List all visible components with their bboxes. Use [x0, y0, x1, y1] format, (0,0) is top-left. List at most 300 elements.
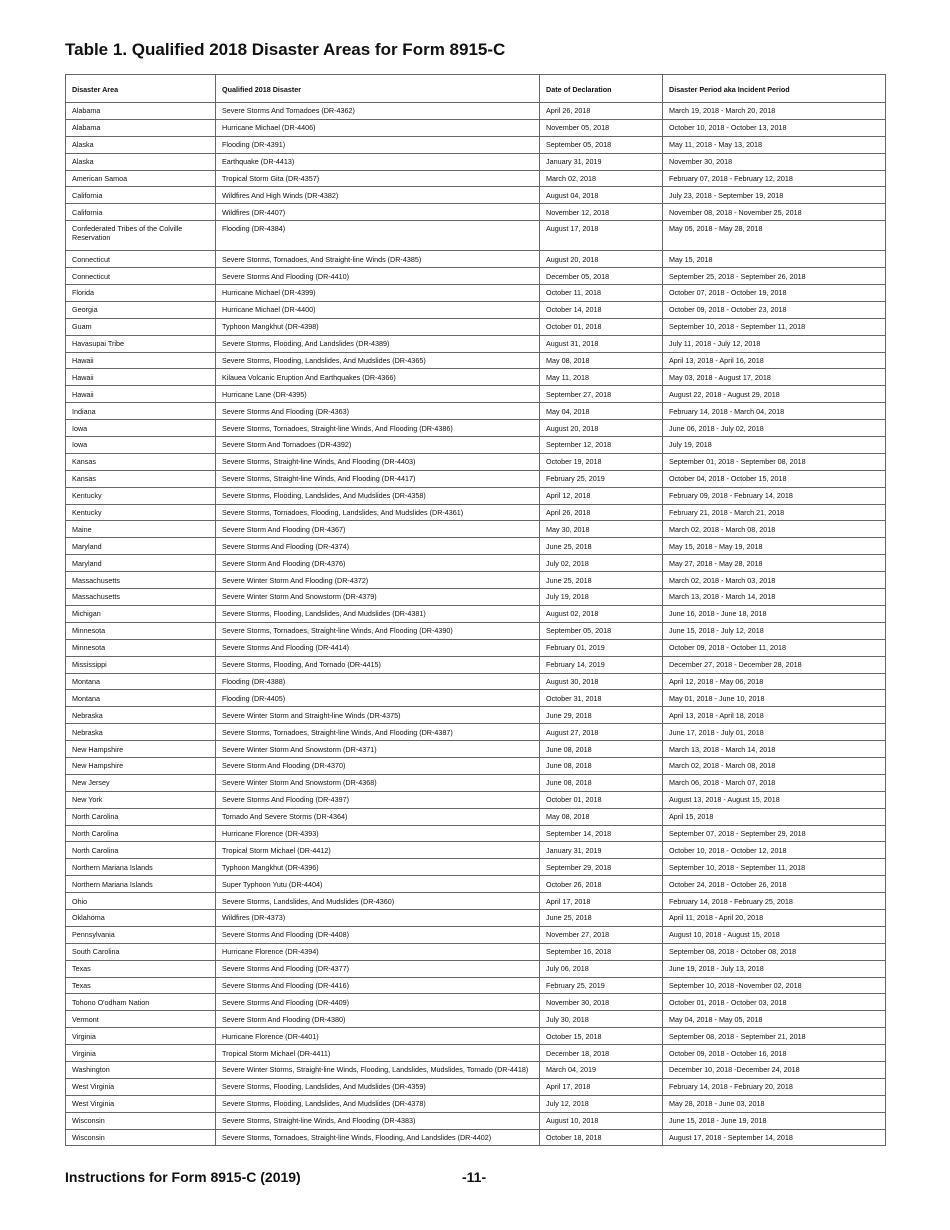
cell-disaster-period: May 05, 2018 - May 28, 2018: [663, 221, 886, 251]
footer-form-title: Instructions for Form 8915-C (2019): [65, 1169, 301, 1185]
cell-qualified-disaster: Flooding (DR-4391): [216, 136, 540, 153]
cell-disaster-area: Confederated Tribes of the Colville Reservation: [66, 221, 216, 251]
table-row: [66, 521, 886, 538]
cell-disaster-period: October 07, 2018 - October 19, 2018: [663, 285, 886, 302]
cell-disaster-area: Havasupai Tribe: [66, 335, 216, 352]
table-row: [66, 893, 886, 910]
cell-qualified-disaster: Severe Storms, Tornadoes, Straight-line Winds, And Flooding (DR-4387): [216, 724, 540, 741]
cell-qualified-disaster: Earthquake (DR-4413): [216, 153, 540, 170]
cell-disaster-area: Alaska: [66, 153, 216, 170]
cell-date-of-declaration: July 06, 2018: [540, 960, 663, 977]
cell-date-of-declaration: September 14, 2018: [540, 825, 663, 842]
cell-disaster-area: Nebraska: [66, 707, 216, 724]
cell-disaster-period: June 19, 2018 - July 13, 2018: [663, 960, 886, 977]
cell-disaster-area: Minnesota: [66, 639, 216, 656]
cell-qualified-disaster: Severe Storms, Flooding, Landslides, And Mudslides (DR-4381): [216, 605, 540, 622]
cell-qualified-disaster: Kilauea Volcanic Eruption And Earthquakes (DR-4366): [216, 369, 540, 386]
cell-qualified-disaster: Hurricane Florence (DR-4401): [216, 1028, 540, 1045]
cell-qualified-disaster: Severe Storms, Flooding, Landslides, And Mudslides (DR-4378): [216, 1095, 540, 1112]
cell-date-of-declaration: July 02, 2018: [540, 555, 663, 572]
table-row: [66, 1112, 886, 1129]
cell-disaster-area: Texas: [66, 960, 216, 977]
table-row: [66, 538, 886, 555]
cell-date-of-declaration: December 05, 2018: [540, 268, 663, 285]
cell-disaster-area: West Virginia: [66, 1095, 216, 1112]
cell-date-of-declaration: November 27, 2018: [540, 926, 663, 943]
cell-disaster-area: North Carolina: [66, 825, 216, 842]
cell-qualified-disaster: Hurricane Florence (DR-4393): [216, 825, 540, 842]
cell-disaster-area: West Virginia: [66, 1078, 216, 1095]
cell-disaster-area: Alaska: [66, 136, 216, 153]
cell-date-of-declaration: October 11, 2018: [540, 285, 663, 302]
cell-date-of-declaration: February 01, 2019: [540, 639, 663, 656]
cell-disaster-area: North Carolina: [66, 808, 216, 825]
cell-disaster-area: Kansas: [66, 470, 216, 487]
cell-disaster-area: Virginia: [66, 1028, 216, 1045]
cell-date-of-declaration: October 01, 2018: [540, 791, 663, 808]
cell-qualified-disaster: Severe Storms, Tornadoes, Straight-line Winds, And Flooding (DR-4390): [216, 622, 540, 639]
table-row: [66, 926, 886, 943]
cell-disaster-area: South Carolina: [66, 943, 216, 960]
cell-date-of-declaration: April 12, 2018: [540, 487, 663, 504]
table-row: [66, 187, 886, 204]
table-header: [66, 75, 886, 103]
cell-disaster-area: Texas: [66, 977, 216, 994]
cell-disaster-area: Wisconsin: [66, 1129, 216, 1146]
cell-disaster-area: Iowa: [66, 420, 216, 437]
cell-date-of-declaration: November 12, 2018: [540, 204, 663, 221]
cell-disaster-area: Nebraska: [66, 724, 216, 741]
cell-qualified-disaster: Severe Winter Storm And Flooding (DR-4372): [216, 572, 540, 589]
cell-qualified-disaster: Severe Winter Storms, Straight-line Winds, Flooding, Landslides, Mudslides, Tornado (DR-4418): [216, 1061, 540, 1078]
cell-qualified-disaster: Severe Storm And Flooding (DR-4376): [216, 555, 540, 572]
table-row: [66, 470, 886, 487]
table-row: [66, 774, 886, 791]
cell-disaster-period: June 06, 2018 - July 02, 2018: [663, 420, 886, 437]
cell-disaster-area: Connecticut: [66, 251, 216, 268]
cell-disaster-area: Georgia: [66, 301, 216, 318]
header-disaster-period: Disaster Period aka Incident Period: [663, 75, 886, 103]
header-disaster-area: Disaster Area: [66, 75, 216, 103]
cell-disaster-area: Vermont: [66, 1011, 216, 1028]
cell-qualified-disaster: Severe Storms And Flooding (DR-4363): [216, 403, 540, 420]
disaster-areas-table: [65, 74, 886, 1146]
cell-disaster-period: October 09, 2018 - October 23, 2018: [663, 301, 886, 318]
table-row: [66, 453, 886, 470]
cell-disaster-period: May 04, 2018 - May 05, 2018: [663, 1011, 886, 1028]
cell-date-of-declaration: August 20, 2018: [540, 251, 663, 268]
cell-disaster-period: October 01, 2018 - October 03, 2018: [663, 994, 886, 1011]
table-row: [66, 707, 886, 724]
cell-date-of-declaration: August 31, 2018: [540, 335, 663, 352]
cell-date-of-declaration: May 11, 2018: [540, 369, 663, 386]
cell-date-of-declaration: August 02, 2018: [540, 605, 663, 622]
cell-qualified-disaster: Wildfires (DR-4373): [216, 909, 540, 926]
cell-date-of-declaration: March 04, 2019: [540, 1061, 663, 1078]
cell-qualified-disaster: Typhoon Mangkhut (DR-4396): [216, 859, 540, 876]
table-row: [66, 741, 886, 758]
cell-disaster-area: Guam: [66, 318, 216, 335]
table-row: [66, 605, 886, 622]
cell-qualified-disaster: Severe Storms And Flooding (DR-4397): [216, 791, 540, 808]
cell-disaster-period: October 10, 2018 - October 13, 2018: [663, 119, 886, 136]
cell-disaster-period: May 11, 2018 - May 13, 2018: [663, 136, 886, 153]
cell-date-of-declaration: June 08, 2018: [540, 774, 663, 791]
cell-disaster-period: September 10, 2018 - September 11, 2018: [663, 318, 886, 335]
cell-date-of-declaration: September 05, 2018: [540, 622, 663, 639]
cell-date-of-declaration: June 25, 2018: [540, 538, 663, 555]
cell-disaster-period: April 13, 2018 - April 18, 2018: [663, 707, 886, 724]
cell-date-of-declaration: October 26, 2018: [540, 876, 663, 893]
header-row: [66, 75, 886, 103]
cell-disaster-period: March 19, 2018 - March 20, 2018: [663, 103, 886, 120]
table-row: [66, 504, 886, 521]
table-row: [66, 639, 886, 656]
cell-date-of-declaration: June 29, 2018: [540, 707, 663, 724]
table-row: [66, 555, 886, 572]
table-row: [66, 268, 886, 285]
cell-disaster-area: Minnesota: [66, 622, 216, 639]
cell-disaster-period: September 25, 2018 - September 26, 2018: [663, 268, 886, 285]
cell-date-of-declaration: August 27, 2018: [540, 724, 663, 741]
cell-disaster-period: June 17, 2018 - July 01, 2018: [663, 724, 886, 741]
cell-disaster-period: May 28, 2018 - June 03, 2018: [663, 1095, 886, 1112]
cell-disaster-period: October 24, 2018 - October 26, 2018: [663, 876, 886, 893]
table-row: [66, 1028, 886, 1045]
cell-qualified-disaster: Flooding (DR-4388): [216, 673, 540, 690]
cell-date-of-declaration: October 14, 2018: [540, 301, 663, 318]
cell-date-of-declaration: May 04, 2018: [540, 403, 663, 420]
table-row: [66, 859, 886, 876]
cell-disaster-period: June 15, 2018 - June 19, 2018: [663, 1112, 886, 1129]
table-row: [66, 943, 886, 960]
cell-qualified-disaster: Tornado And Severe Storms (DR-4364): [216, 808, 540, 825]
table-row: [66, 487, 886, 504]
table-row: [66, 403, 886, 420]
cell-disaster-period: February 14, 2018 - February 25, 2018: [663, 893, 886, 910]
cell-date-of-declaration: August 30, 2018: [540, 673, 663, 690]
cell-qualified-disaster: Severe Storm And Flooding (DR-4370): [216, 757, 540, 774]
cell-date-of-declaration: February 25, 2019: [540, 977, 663, 994]
cell-disaster-area: New Jersey: [66, 774, 216, 791]
cell-disaster-area: North Carolina: [66, 842, 216, 859]
cell-date-of-declaration: October 01, 2018: [540, 318, 663, 335]
table-row: [66, 791, 886, 808]
cell-date-of-declaration: September 29, 2018: [540, 859, 663, 876]
cell-date-of-declaration: March 02, 2018: [540, 170, 663, 187]
cell-disaster-area: Kentucky: [66, 504, 216, 521]
cell-disaster-area: New Hampshire: [66, 741, 216, 758]
table-row: [66, 842, 886, 859]
cell-disaster-area: Pennsylvania: [66, 926, 216, 943]
cell-disaster-area: Indiana: [66, 403, 216, 420]
cell-disaster-period: September 01, 2018 - September 08, 2018: [663, 453, 886, 470]
cell-qualified-disaster: Severe Storms, Tornadoes, Straight-line Winds, And Flooding (DR-4386): [216, 420, 540, 437]
cell-qualified-disaster: Severe Storms And Flooding (DR-4409): [216, 994, 540, 1011]
cell-date-of-declaration: October 15, 2018: [540, 1028, 663, 1045]
table-row: [66, 103, 886, 120]
cell-qualified-disaster: Hurricane Florence (DR-4394): [216, 943, 540, 960]
cell-qualified-disaster: Tropical Storm Gita (DR-4357): [216, 170, 540, 187]
cell-date-of-declaration: June 25, 2018: [540, 909, 663, 926]
table-row: [66, 1011, 886, 1028]
cell-disaster-period: August 13, 2018 - August 15, 2018: [663, 791, 886, 808]
table-row: [66, 1095, 886, 1112]
cell-date-of-declaration: July 19, 2018: [540, 589, 663, 606]
cell-disaster-area: Maryland: [66, 555, 216, 572]
table-row: [66, 572, 886, 589]
table-row: [66, 285, 886, 302]
table-row: [66, 420, 886, 437]
table-row: [66, 724, 886, 741]
table-row: [66, 318, 886, 335]
cell-disaster-period: June 15, 2018 - July 12, 2018: [663, 622, 886, 639]
table-row: [66, 301, 886, 318]
cell-disaster-period: June 16, 2018 - June 18, 2018: [663, 605, 886, 622]
cell-disaster-period: May 15, 2018 - May 19, 2018: [663, 538, 886, 555]
table-row: [66, 251, 886, 268]
cell-disaster-period: September 10, 2018 -November 02, 2018: [663, 977, 886, 994]
cell-disaster-area: Virginia: [66, 1045, 216, 1062]
cell-disaster-area: Northern Mariana Islands: [66, 876, 216, 893]
cell-date-of-declaration: September 12, 2018: [540, 437, 663, 454]
cell-date-of-declaration: June 25, 2018: [540, 572, 663, 589]
cell-disaster-period: May 15, 2018: [663, 251, 886, 268]
cell-date-of-declaration: July 12, 2018: [540, 1095, 663, 1112]
cell-disaster-period: August 17, 2018 - September 14, 2018: [663, 1129, 886, 1146]
table-body: [66, 103, 886, 1146]
cell-disaster-period: October 10, 2018 - October 12, 2018: [663, 842, 886, 859]
cell-qualified-disaster: Severe Storms And Flooding (DR-4414): [216, 639, 540, 656]
cell-disaster-period: December 27, 2018 - December 28, 2018: [663, 656, 886, 673]
cell-qualified-disaster: Severe Winter Storm and Straight-line Winds (DR-4375): [216, 707, 540, 724]
cell-qualified-disaster: Severe Storm And Flooding (DR-4367): [216, 521, 540, 538]
header-qualified-disaster: Qualified 2018 Disaster: [216, 75, 540, 103]
cell-disaster-area: Alabama: [66, 103, 216, 120]
cell-disaster-area: California: [66, 204, 216, 221]
table-row: [66, 204, 886, 221]
cell-qualified-disaster: Severe Storms, Flooding, And Landslides (DR-4389): [216, 335, 540, 352]
cell-disaster-area: Alabama: [66, 119, 216, 136]
cell-date-of-declaration: October 19, 2018: [540, 453, 663, 470]
cell-date-of-declaration: June 08, 2018: [540, 741, 663, 758]
cell-disaster-period: March 02, 2018 - March 03, 2018: [663, 572, 886, 589]
cell-qualified-disaster: Hurricane Michael (DR-4406): [216, 119, 540, 136]
cell-qualified-disaster: Severe Storms And Flooding (DR-4374): [216, 538, 540, 555]
cell-date-of-declaration: November 05, 2018: [540, 119, 663, 136]
cell-date-of-declaration: April 26, 2018: [540, 103, 663, 120]
cell-qualified-disaster: Severe Storms, Flooding, Landslides, And Mudslides (DR-4359): [216, 1078, 540, 1095]
header-date-of-declaration: Date of Declaration: [540, 75, 663, 103]
cell-disaster-period: August 22, 2018 - August 29, 2018: [663, 386, 886, 403]
cell-disaster-area: Maryland: [66, 538, 216, 555]
cell-qualified-disaster: Severe Storms, Tornadoes, Flooding, Landslides, And Mudslides (DR-4361): [216, 504, 540, 521]
cell-disaster-area: Connecticut: [66, 268, 216, 285]
cell-qualified-disaster: Severe Storms, Landslides, And Mudslides (DR-4360): [216, 893, 540, 910]
cell-disaster-period: April 12, 2018 - May 06, 2018: [663, 673, 886, 690]
cell-disaster-area: Mississippi: [66, 656, 216, 673]
table-row: [66, 622, 886, 639]
cell-qualified-disaster: Tropical Storm Michael (DR-4412): [216, 842, 540, 859]
cell-disaster-area: Ohio: [66, 893, 216, 910]
table-row: [66, 1061, 886, 1078]
cell-disaster-area: New Hampshire: [66, 757, 216, 774]
cell-disaster-period: May 03, 2018 - August 17, 2018: [663, 369, 886, 386]
cell-disaster-period: March 06, 2018 - March 07, 2018: [663, 774, 886, 791]
table-row: [66, 136, 886, 153]
cell-disaster-area: Hawaii: [66, 369, 216, 386]
table-row: [66, 1129, 886, 1146]
cell-disaster-area: Iowa: [66, 437, 216, 454]
cell-qualified-disaster: Severe Storms And Tornadoes (DR-4362): [216, 103, 540, 120]
cell-date-of-declaration: May 08, 2018: [540, 808, 663, 825]
cell-disaster-period: March 02, 2018 - March 08, 2018: [663, 521, 886, 538]
cell-disaster-area: Northern Mariana Islands: [66, 859, 216, 876]
table-row: [66, 221, 886, 251]
cell-disaster-period: September 10, 2018 - September 11, 2018: [663, 859, 886, 876]
cell-disaster-area: New York: [66, 791, 216, 808]
cell-disaster-period: February 09, 2018 - February 14, 2018: [663, 487, 886, 504]
cell-disaster-period: May 01, 2018 - June 10, 2018: [663, 690, 886, 707]
cell-date-of-declaration: January 31, 2019: [540, 842, 663, 859]
cell-date-of-declaration: July 30, 2018: [540, 1011, 663, 1028]
page-title: Table 1. Qualified 2018 Disaster Areas for Form 8915-C: [65, 40, 506, 59]
cell-date-of-declaration: November 30, 2018: [540, 994, 663, 1011]
table-row: [66, 690, 886, 707]
cell-date-of-declaration: August 20, 2018: [540, 420, 663, 437]
cell-disaster-area: Maine: [66, 521, 216, 538]
cell-disaster-area: Kansas: [66, 453, 216, 470]
cell-disaster-period: March 02, 2018 - March 08, 2018: [663, 757, 886, 774]
cell-disaster-period: September 08, 2018 - October 08, 2018: [663, 943, 886, 960]
cell-qualified-disaster: Severe Storms, Tornadoes, Straight-line Winds, Flooding, And Landslides (DR-4402): [216, 1129, 540, 1146]
cell-qualified-disaster: Severe Storms And Flooding (DR-4410): [216, 268, 540, 285]
cell-disaster-period: October 09, 2018 - October 11, 2018: [663, 639, 886, 656]
table-row: [66, 335, 886, 352]
cell-date-of-declaration: February 25, 2019: [540, 470, 663, 487]
cell-disaster-period: October 04, 2018 - October 15, 2018: [663, 470, 886, 487]
cell-date-of-declaration: September 16, 2018: [540, 943, 663, 960]
cell-qualified-disaster: Severe Storms, Flooding, Landslides, And Mudslides (DR-4358): [216, 487, 540, 504]
cell-disaster-area: Massachusetts: [66, 572, 216, 589]
cell-disaster-area: Wisconsin: [66, 1112, 216, 1129]
cell-disaster-area: Massachusetts: [66, 589, 216, 606]
cell-qualified-disaster: Hurricane Lane (DR-4395): [216, 386, 540, 403]
cell-date-of-declaration: October 31, 2018: [540, 690, 663, 707]
cell-disaster-period: February 21, 2018 - March 21, 2018: [663, 504, 886, 521]
cell-qualified-disaster: Severe Storms And Flooding (DR-4377): [216, 960, 540, 977]
cell-qualified-disaster: Wildfires And High Winds (DR-4382): [216, 187, 540, 204]
cell-qualified-disaster: Severe Storms, Tornadoes, And Straight-line Winds (DR-4385): [216, 251, 540, 268]
cell-qualified-disaster: Severe Storms, Straight-line Winds, And Flooding (DR-4383): [216, 1112, 540, 1129]
cell-qualified-disaster: Flooding (DR-4384): [216, 221, 540, 251]
cell-disaster-area: Washington: [66, 1061, 216, 1078]
cell-date-of-declaration: August 04, 2018: [540, 187, 663, 204]
cell-disaster-area: Tohono O'odham Nation: [66, 994, 216, 1011]
cell-date-of-declaration: April 17, 2018: [540, 893, 663, 910]
table-row: [66, 876, 886, 893]
cell-qualified-disaster: Severe Winter Storm And Snowstorm (DR-4379): [216, 589, 540, 606]
cell-disaster-period: December 10, 2018 -December 24, 2018: [663, 1061, 886, 1078]
table-row: [66, 352, 886, 369]
cell-qualified-disaster: Severe Storms, Flooding, And Tornado (DR-4415): [216, 656, 540, 673]
table-row: [66, 119, 886, 136]
cell-disaster-area: Hawaii: [66, 352, 216, 369]
table-row: [66, 673, 886, 690]
cell-qualified-disaster: Severe Winter Storm And Snowstorm (DR-4368): [216, 774, 540, 791]
cell-disaster-period: March 13, 2018 - March 14, 2018: [663, 589, 886, 606]
cell-disaster-period: July 11, 2018 - July 12, 2018: [663, 335, 886, 352]
cell-qualified-disaster: Severe Storm And Flooding (DR-4380): [216, 1011, 540, 1028]
cell-qualified-disaster: Hurricane Michael (DR-4400): [216, 301, 540, 318]
cell-date-of-declaration: August 17, 2018: [540, 221, 663, 251]
cell-disaster-period: August 10, 2018 - August 15, 2018: [663, 926, 886, 943]
table-row: [66, 153, 886, 170]
cell-disaster-period: March 13, 2018 - March 14, 2018: [663, 741, 886, 758]
cell-date-of-declaration: May 08, 2018: [540, 352, 663, 369]
cell-disaster-period: February 14, 2018 - March 04, 2018: [663, 403, 886, 420]
cell-date-of-declaration: June 08, 2018: [540, 757, 663, 774]
cell-disaster-area: American Samoa: [66, 170, 216, 187]
cell-date-of-declaration: January 31, 2019: [540, 153, 663, 170]
cell-disaster-area: Montana: [66, 673, 216, 690]
cell-qualified-disaster: Super Typhoon Yutu (DR-4404): [216, 876, 540, 893]
cell-disaster-period: July 23, 2018 - September 19, 2018: [663, 187, 886, 204]
cell-disaster-area: Montana: [66, 690, 216, 707]
table-row: [66, 909, 886, 926]
cell-qualified-disaster: Severe Winter Storm And Snowstorm (DR-4371): [216, 741, 540, 758]
cell-date-of-declaration: December 18, 2018: [540, 1045, 663, 1062]
table-row: [66, 960, 886, 977]
cell-disaster-period: April 13, 2018 - April 16, 2018: [663, 352, 886, 369]
cell-disaster-area: Michigan: [66, 605, 216, 622]
table-row: [66, 994, 886, 1011]
cell-disaster-area: Hawaii: [66, 386, 216, 403]
cell-qualified-disaster: Severe Storms, Straight-line Winds, And Flooding (DR-4417): [216, 470, 540, 487]
cell-date-of-declaration: August 10, 2018: [540, 1112, 663, 1129]
cell-qualified-disaster: Severe Storm And Tornadoes (DR-4392): [216, 437, 540, 454]
cell-disaster-period: July 19, 2018: [663, 437, 886, 454]
cell-date-of-declaration: April 26, 2018: [540, 504, 663, 521]
cell-date-of-declaration: October 18, 2018: [540, 1129, 663, 1146]
table-row: [66, 437, 886, 454]
cell-qualified-disaster: Severe Storms, Flooding, Landslides, And Mudslides (DR-4365): [216, 352, 540, 369]
cell-qualified-disaster: Severe Storms And Flooding (DR-4408): [216, 926, 540, 943]
cell-qualified-disaster: Tropical Storm Michael (DR-4411): [216, 1045, 540, 1062]
cell-date-of-declaration: May 30, 2018: [540, 521, 663, 538]
cell-date-of-declaration: April 17, 2018: [540, 1078, 663, 1095]
table-row: [66, 386, 886, 403]
cell-qualified-disaster: Severe Storms And Flooding (DR-4416): [216, 977, 540, 994]
cell-disaster-period: September 08, 2018 - September 21, 2018: [663, 1028, 886, 1045]
cell-disaster-period: September 07, 2018 - September 29, 2018: [663, 825, 886, 842]
cell-date-of-declaration: September 27, 2018: [540, 386, 663, 403]
cell-disaster-area: California: [66, 187, 216, 204]
cell-qualified-disaster: Typhoon Mangkhut (DR-4398): [216, 318, 540, 335]
cell-disaster-period: April 11, 2018 - April 20, 2018: [663, 909, 886, 926]
table-row: [66, 656, 886, 673]
cell-disaster-period: November 30, 2018: [663, 153, 886, 170]
cell-date-of-declaration: February 14, 2019: [540, 656, 663, 673]
cell-disaster-period: May 27, 2018 - May 28, 2018: [663, 555, 886, 572]
table-row: [66, 369, 886, 386]
table-row: [66, 825, 886, 842]
cell-disaster-period: February 14, 2018 - February 20, 2018: [663, 1078, 886, 1095]
footer-page-number: -11-: [462, 1169, 487, 1185]
cell-disaster-area: Florida: [66, 285, 216, 302]
table-row: [66, 1045, 886, 1062]
cell-date-of-declaration: September 05, 2018: [540, 136, 663, 153]
